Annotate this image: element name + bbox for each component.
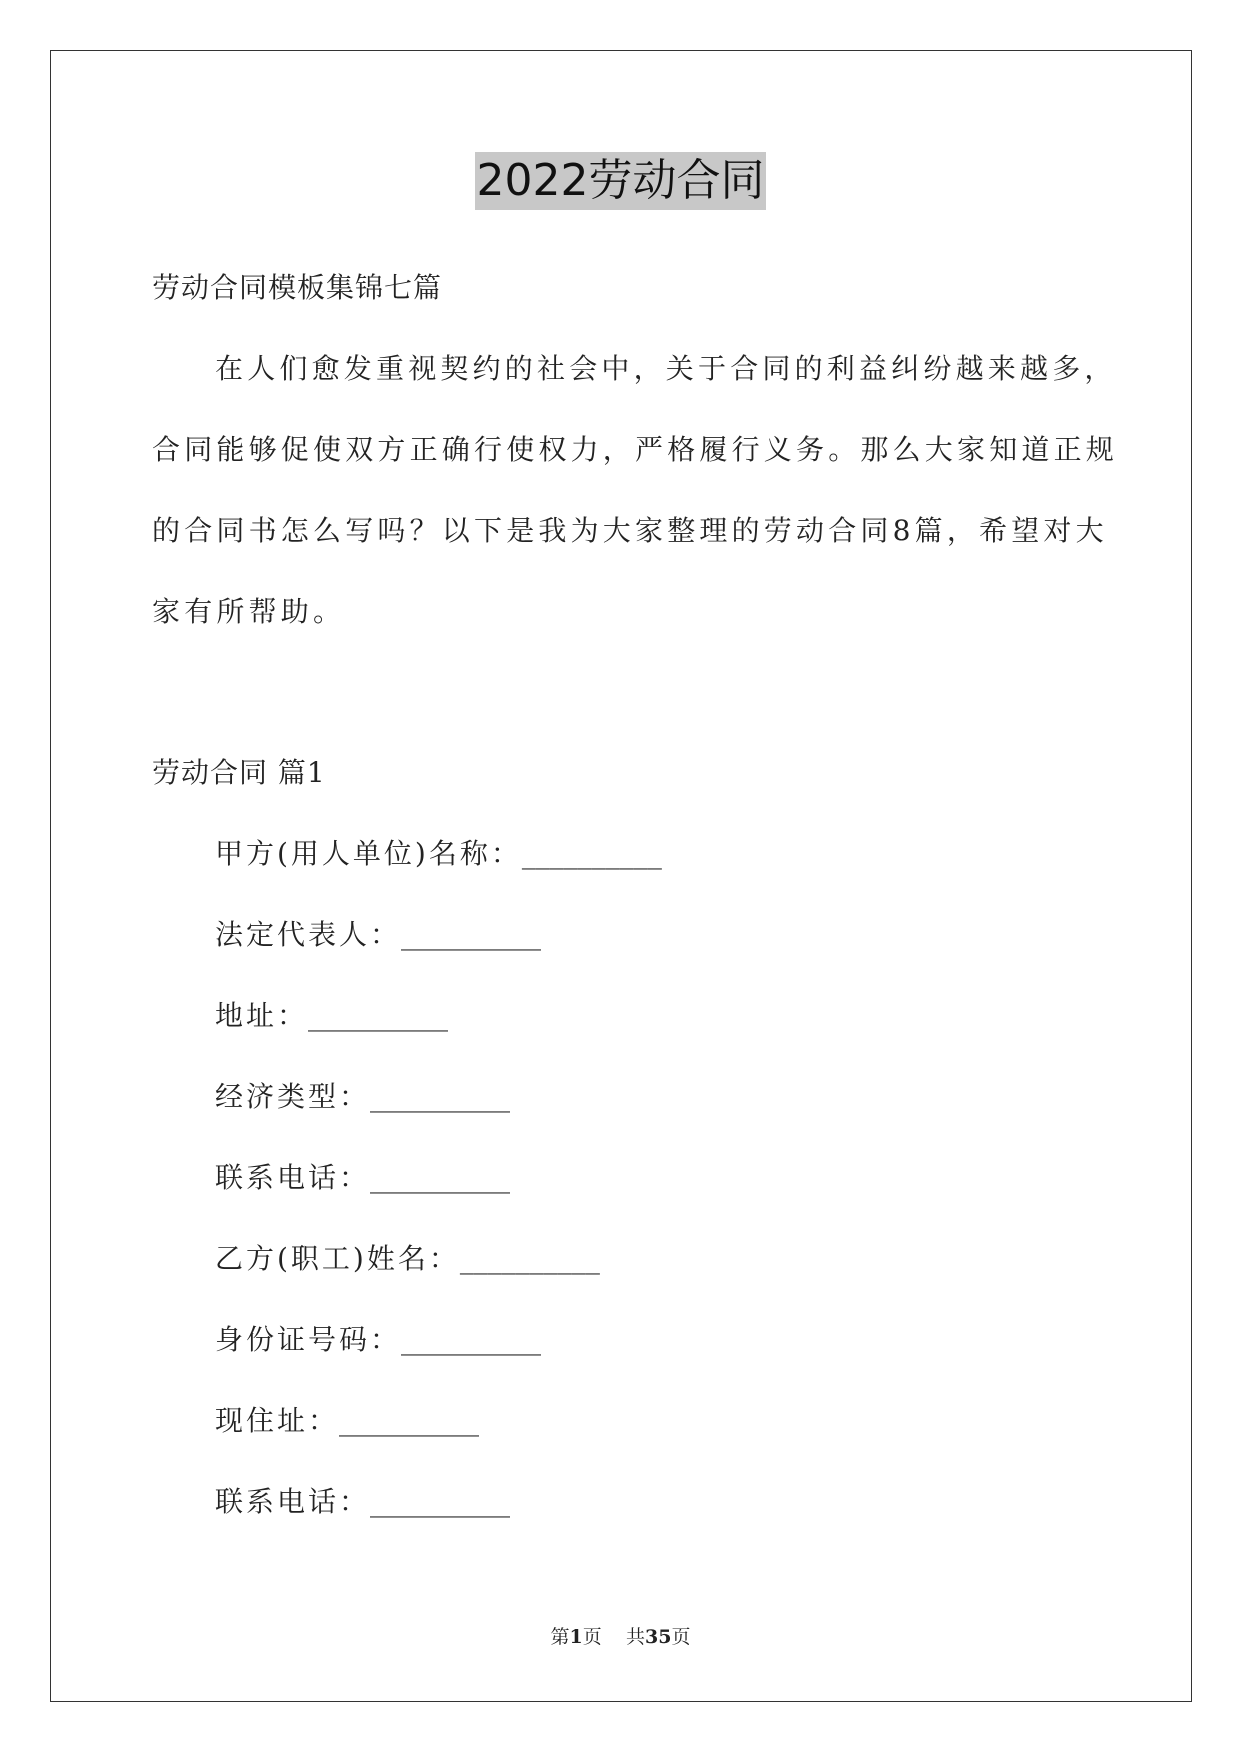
field-employer-name	[215, 836, 662, 872]
section-heading: 劳动合同 篇1	[152, 756, 326, 789]
field-legal-representative	[215, 917, 541, 953]
field-label: 经济类型：	[215, 1080, 371, 1113]
footer-total-suffix: 页	[671, 1626, 691, 1648]
footer-total-prefix: 共	[625, 1626, 645, 1648]
fill-blank: __________	[401, 1323, 542, 1356]
footer-total-pages: 35	[644, 1626, 672, 1648]
fill-blank: __________	[459, 1242, 600, 1275]
field-economic-type	[215, 1079, 510, 1115]
field-label: 身份证号码：	[215, 1323, 402, 1356]
footer-page-suffix: 页	[582, 1626, 602, 1648]
field-current-address	[215, 1403, 479, 1439]
page-footer	[0, 1624, 1241, 1650]
field-label: 地址：	[215, 999, 309, 1032]
fill-blank: __________	[521, 837, 662, 870]
fill-blank: __________	[339, 1404, 480, 1437]
field-label: 联系电话：	[215, 1485, 371, 1518]
field-label: 乙方(职工)姓名：	[215, 1242, 460, 1275]
field-employee-name	[215, 1241, 600, 1277]
intro-line-4: 家有所帮助。	[152, 595, 346, 628]
fill-blank: __________	[308, 999, 449, 1032]
intro-line-3: 的合同书怎么写吗？以下是我为大家整理的劳动合同8篇，希望对大	[152, 514, 1108, 547]
document-subtitle: 劳动合同模板集锦七篇	[152, 271, 443, 304]
field-label: 现住址：	[215, 1404, 340, 1437]
footer-page-number: 1	[569, 1626, 583, 1648]
footer-page-prefix: 第	[550, 1626, 570, 1648]
fill-blank: __________	[370, 1485, 511, 1518]
intro-line-1: 在人们愈发重视契约的社会中，关于合同的利益纠纷越来越多，	[215, 352, 1117, 385]
intro-line-2: 合同能够促使双方正确行使权力，严格履行义务。那么大家知道正规	[152, 433, 1119, 466]
field-label: 甲方(用人单位)名称：	[215, 837, 522, 870]
field-employee-phone	[215, 1484, 510, 1520]
fill-blank: __________	[401, 918, 542, 951]
document-title: 2022劳动合同	[475, 152, 767, 210]
fill-blank: __________	[370, 1161, 511, 1194]
fill-blank: __________	[370, 1080, 511, 1113]
field-label: 法定代表人：	[215, 918, 402, 951]
field-address	[215, 998, 448, 1034]
title-container	[0, 152, 1241, 210]
field-employer-phone	[215, 1160, 510, 1196]
field-label: 联系电话：	[215, 1161, 371, 1194]
field-id-number	[215, 1322, 541, 1358]
